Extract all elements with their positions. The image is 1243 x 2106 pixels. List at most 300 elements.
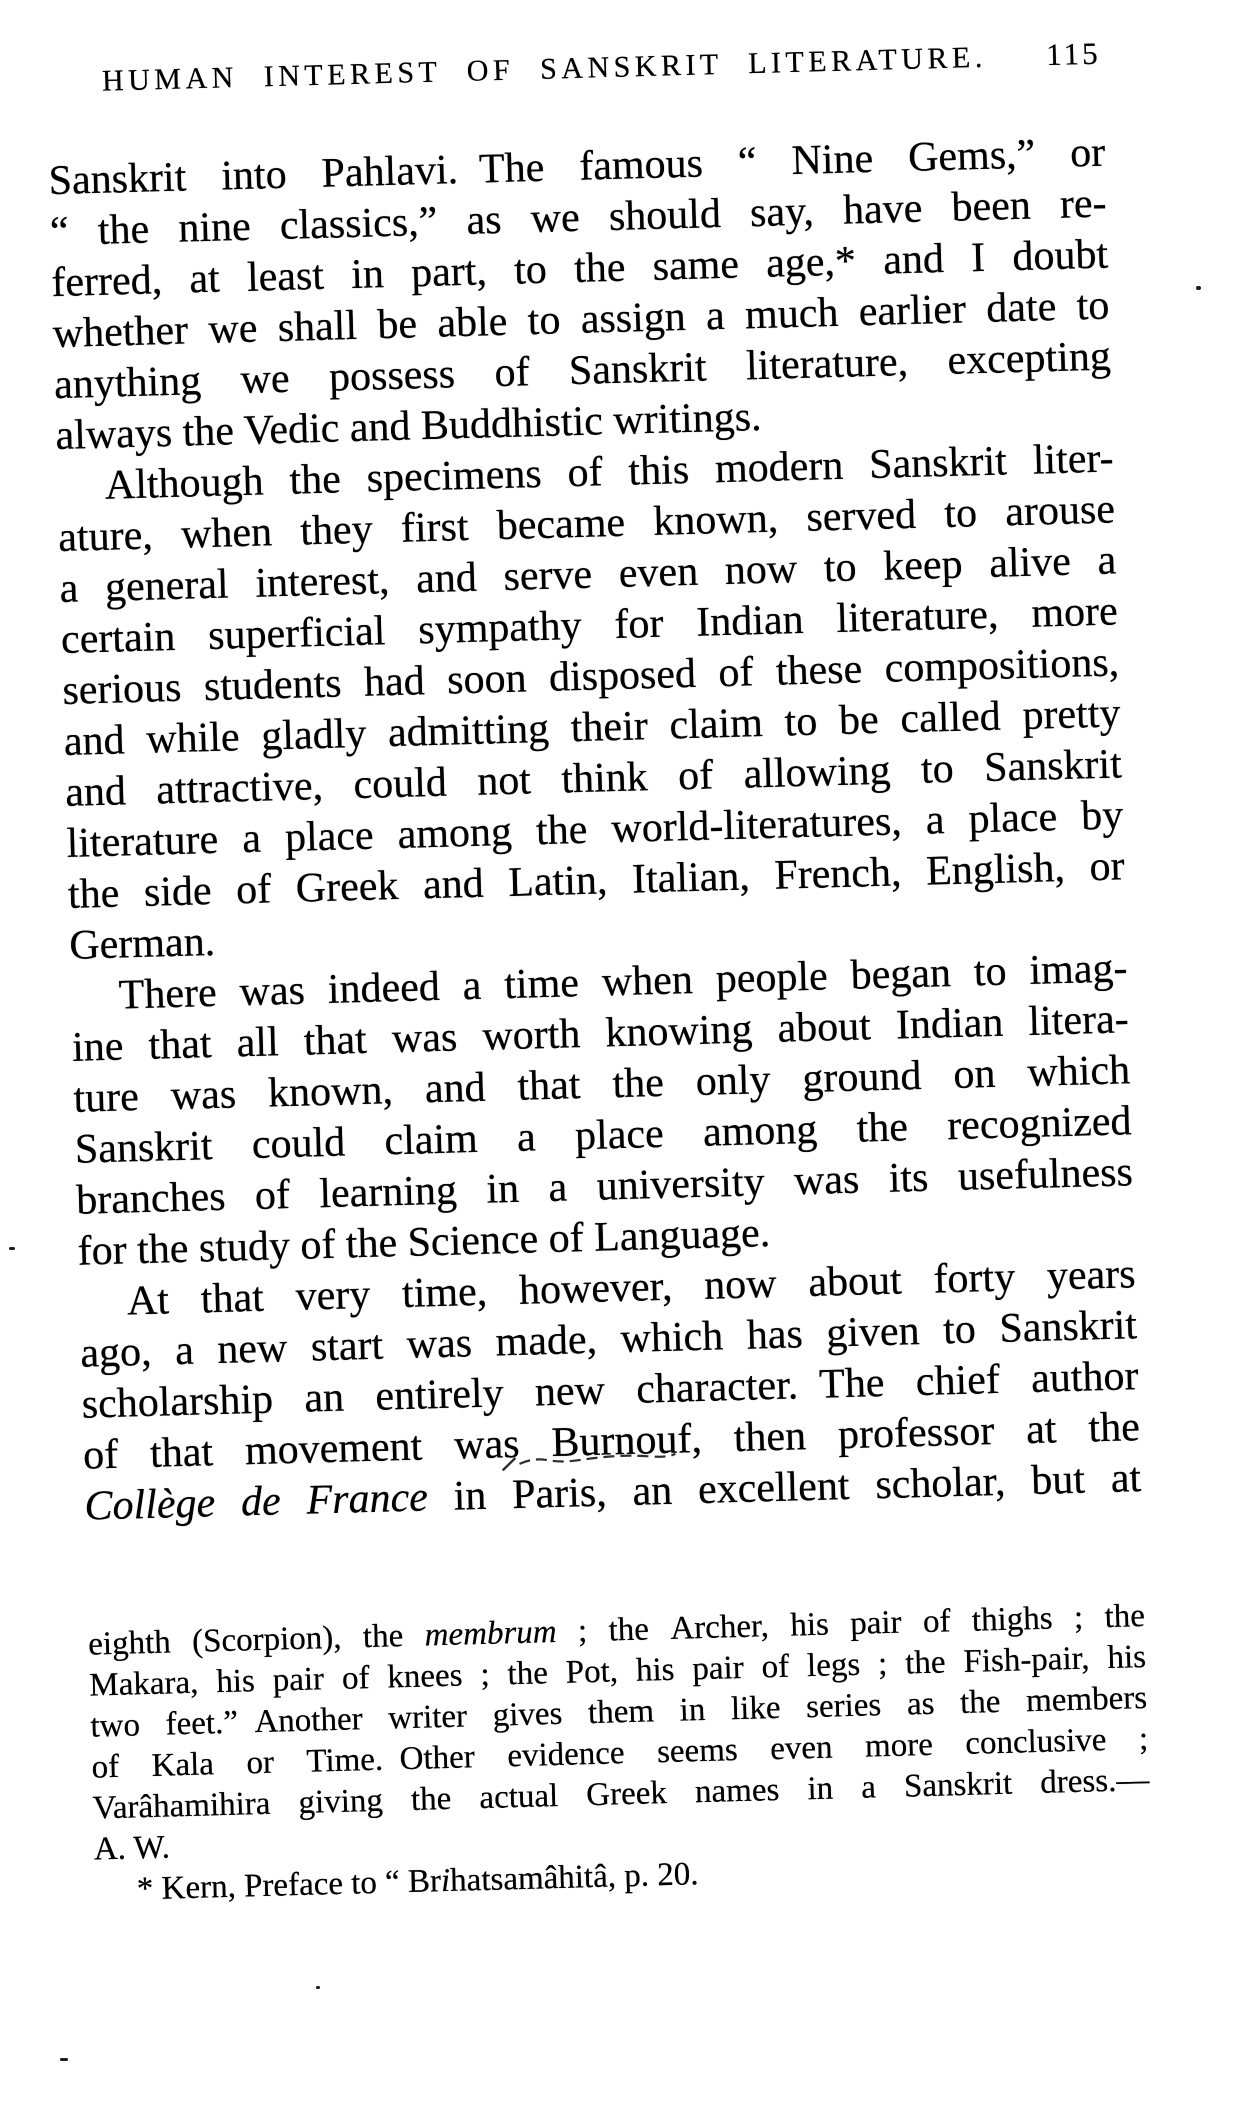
word: date bbox=[985, 283, 1057, 332]
word: to bbox=[920, 745, 955, 793]
word: that bbox=[303, 1016, 368, 1065]
page-number: 115 bbox=[1045, 35, 1102, 73]
word: a bbox=[1096, 537, 1117, 584]
word: when bbox=[601, 957, 694, 1006]
scan-speck bbox=[1196, 286, 1201, 290]
word: given bbox=[825, 1308, 921, 1357]
word: his bbox=[635, 1651, 675, 1689]
word: was bbox=[406, 1320, 473, 1368]
word: There bbox=[118, 969, 218, 1019]
word: which bbox=[1026, 1047, 1131, 1096]
word: literature, bbox=[745, 338, 909, 390]
word: was bbox=[391, 1014, 458, 1063]
word: soon bbox=[446, 655, 528, 704]
word: Sanskrit bbox=[868, 438, 1008, 489]
word: allowing bbox=[742, 747, 892, 798]
word: of bbox=[254, 1172, 291, 1219]
word: names bbox=[694, 1771, 780, 1811]
word: Varâhamihira bbox=[92, 1785, 271, 1827]
word: claim bbox=[383, 1115, 479, 1165]
word: certain bbox=[60, 613, 176, 663]
word: in bbox=[806, 1770, 834, 1808]
word: much bbox=[744, 289, 839, 339]
word: start bbox=[310, 1322, 384, 1371]
word: Gems,” bbox=[907, 131, 1036, 181]
body-text bbox=[48, 128, 1142, 1533]
word: and bbox=[424, 1064, 487, 1113]
word: should bbox=[608, 190, 722, 241]
word: to bbox=[1075, 282, 1110, 330]
word: very bbox=[294, 1271, 371, 1320]
word: the bbox=[855, 1104, 909, 1152]
word: of bbox=[235, 866, 272, 914]
word: giving bbox=[298, 1782, 384, 1821]
word: at bbox=[1025, 1406, 1058, 1454]
word: Makara, bbox=[88, 1664, 199, 1704]
word: litera- bbox=[1027, 996, 1130, 1045]
word: the bbox=[904, 1644, 947, 1682]
word: ; bbox=[479, 1656, 491, 1694]
word: the bbox=[97, 206, 150, 254]
word: more bbox=[864, 1726, 934, 1765]
word: Sanskrit bbox=[998, 1302, 1138, 1352]
word: to bbox=[527, 297, 561, 345]
word: the bbox=[362, 1618, 404, 1656]
word: superficial bbox=[207, 608, 386, 659]
word: they bbox=[299, 506, 374, 555]
word: Time. Other bbox=[305, 1739, 476, 1780]
word: Paris, bbox=[511, 1468, 607, 1522]
word: of bbox=[922, 1603, 951, 1641]
word: was bbox=[453, 1420, 521, 1469]
word: serve bbox=[502, 551, 593, 600]
word: thighs bbox=[971, 1600, 1054, 1639]
word: of bbox=[341, 1660, 370, 1697]
word: the bbox=[288, 456, 342, 504]
word: even bbox=[769, 1729, 833, 1768]
word: to bbox=[943, 490, 978, 538]
word: Pahlavi. The bbox=[320, 144, 545, 197]
word: eighth bbox=[87, 1624, 172, 1663]
word: feet.” Another bbox=[165, 1701, 364, 1743]
word: the bbox=[67, 870, 120, 918]
word: ; bbox=[577, 1613, 588, 1650]
word: this bbox=[627, 446, 690, 495]
word: ferred, bbox=[50, 257, 163, 307]
word: we bbox=[530, 194, 581, 243]
word: part, bbox=[410, 248, 488, 297]
word: an bbox=[303, 1374, 345, 1422]
word: on bbox=[952, 1050, 997, 1098]
word: Kala bbox=[151, 1746, 215, 1784]
word: Latin, bbox=[507, 857, 608, 906]
word: indeed bbox=[327, 963, 441, 1013]
word: gladly bbox=[260, 710, 367, 760]
word: place bbox=[967, 794, 1058, 843]
word: least bbox=[246, 252, 325, 301]
word: only bbox=[695, 1056, 772, 1105]
word: keep bbox=[882, 541, 964, 590]
word: chief bbox=[915, 1356, 1001, 1406]
word: nine bbox=[177, 203, 252, 252]
word: ago, bbox=[79, 1328, 153, 1377]
text-segment: German. bbox=[68, 918, 216, 969]
word: that bbox=[149, 1429, 214, 1477]
word: writer bbox=[387, 1698, 468, 1737]
word: earlier bbox=[858, 286, 967, 336]
word: members bbox=[1025, 1680, 1148, 1720]
word: French, bbox=[773, 849, 903, 899]
word: of bbox=[677, 752, 714, 800]
word: doubt bbox=[1011, 231, 1109, 281]
word: anything bbox=[53, 358, 202, 409]
word: the bbox=[959, 1683, 1001, 1722]
word: then bbox=[733, 1413, 807, 1462]
word: imag- bbox=[1028, 945, 1128, 994]
word: an bbox=[631, 1467, 673, 1515]
word: author bbox=[1030, 1353, 1139, 1403]
word: Italian, bbox=[631, 853, 751, 903]
word: Sanskrit bbox=[568, 344, 708, 395]
word: Fish-pair, bbox=[962, 1640, 1090, 1680]
word: a bbox=[174, 1327, 195, 1375]
word: branches bbox=[75, 1173, 227, 1224]
word: that bbox=[200, 1274, 265, 1323]
word: think bbox=[560, 754, 649, 803]
word: professor bbox=[837, 1408, 995, 1459]
word: time, bbox=[401, 1268, 488, 1317]
word: entirely bbox=[374, 1370, 505, 1420]
word: recognized bbox=[946, 1098, 1133, 1150]
text-segment: for the study of the Science of Language. bbox=[77, 1210, 771, 1275]
word: of bbox=[82, 1431, 119, 1479]
word: a bbox=[241, 815, 262, 863]
word: able bbox=[436, 298, 508, 347]
word: Sanskrit bbox=[983, 741, 1123, 792]
word: ature, bbox=[57, 512, 154, 562]
word: into bbox=[220, 151, 288, 200]
word: compositions, bbox=[884, 639, 1120, 692]
word: have bbox=[842, 185, 923, 234]
word: Nine bbox=[790, 135, 874, 185]
word: a bbox=[516, 1114, 537, 1161]
word: been bbox=[950, 182, 1032, 231]
word: France bbox=[305, 1474, 429, 1524]
scan-speck bbox=[316, 1986, 320, 1989]
word: pair bbox=[849, 1604, 903, 1642]
word: its bbox=[888, 1154, 930, 1202]
word: conclusive bbox=[964, 1722, 1107, 1762]
word: admitting bbox=[387, 705, 550, 757]
word: Pot, bbox=[565, 1653, 619, 1691]
word: (Scorpion), bbox=[191, 1619, 342, 1660]
word: learning bbox=[318, 1167, 458, 1218]
word: sympathy bbox=[417, 602, 583, 654]
word: in bbox=[350, 251, 385, 298]
word: made, bbox=[494, 1316, 598, 1366]
word: membrum bbox=[424, 1613, 558, 1654]
word: like bbox=[730, 1689, 781, 1728]
word: was bbox=[170, 1071, 237, 1120]
word: a bbox=[925, 797, 946, 844]
word: say, bbox=[749, 188, 815, 237]
word: them bbox=[587, 1693, 655, 1732]
word: had bbox=[363, 658, 426, 706]
word: that bbox=[147, 1021, 213, 1069]
word: among bbox=[702, 1106, 818, 1156]
word: specimens bbox=[366, 450, 543, 502]
word: university bbox=[595, 1159, 766, 1210]
word: or bbox=[1088, 843, 1126, 891]
word: de bbox=[240, 1478, 282, 1526]
word: has bbox=[746, 1311, 804, 1359]
word: that bbox=[516, 1062, 582, 1110]
text-segment: A. W. bbox=[93, 1829, 171, 1868]
word: series bbox=[805, 1687, 882, 1726]
word: now bbox=[703, 1260, 778, 1309]
word: English, bbox=[925, 844, 1066, 895]
word: ; bbox=[1138, 1720, 1149, 1758]
word: alive bbox=[988, 538, 1072, 587]
word: re- bbox=[1059, 180, 1108, 228]
word: pair bbox=[691, 1649, 745, 1688]
word: dress.— bbox=[1039, 1761, 1150, 1801]
word: gives bbox=[492, 1695, 563, 1734]
word: movement bbox=[244, 1423, 423, 1475]
word: scholarship bbox=[81, 1376, 274, 1428]
word: his bbox=[789, 1606, 830, 1644]
word: students bbox=[203, 660, 343, 711]
word: be bbox=[376, 301, 418, 349]
word: as bbox=[465, 196, 503, 244]
word: Archer, bbox=[669, 1608, 770, 1647]
text-segment: * Kern, Preface to “ Br bbox=[136, 1863, 442, 1908]
word: called bbox=[899, 693, 1002, 743]
word: or bbox=[1069, 129, 1106, 177]
word: even bbox=[618, 548, 699, 597]
scan-speck bbox=[60, 2058, 68, 2061]
word: people bbox=[715, 953, 829, 1003]
word: usefulness bbox=[957, 1149, 1134, 1200]
word: a bbox=[547, 1164, 568, 1211]
word: of bbox=[91, 1748, 120, 1786]
word: could bbox=[251, 1119, 346, 1169]
word: the bbox=[608, 1611, 650, 1649]
word: ; bbox=[1073, 1599, 1084, 1636]
word: general bbox=[104, 561, 230, 611]
word: about bbox=[807, 1257, 903, 1306]
word: known, bbox=[652, 495, 779, 545]
word: his bbox=[1106, 1639, 1147, 1677]
word: Indian bbox=[695, 596, 805, 646]
word: Greek bbox=[295, 862, 399, 912]
word: place bbox=[284, 812, 375, 861]
word: at bbox=[188, 255, 221, 303]
word: his bbox=[215, 1663, 256, 1701]
word: to bbox=[823, 544, 858, 592]
word: At bbox=[126, 1277, 170, 1325]
word: knees bbox=[386, 1657, 463, 1696]
word: to bbox=[973, 948, 1008, 996]
word: which bbox=[619, 1313, 724, 1363]
word: I bbox=[970, 234, 986, 282]
word: literature, bbox=[835, 591, 1000, 642]
word: actual bbox=[478, 1777, 559, 1817]
word: shall bbox=[277, 302, 358, 352]
word: side bbox=[143, 868, 213, 916]
word: the bbox=[410, 1780, 452, 1818]
word: these bbox=[775, 646, 863, 695]
word: a bbox=[860, 1769, 877, 1806]
word: while bbox=[145, 714, 241, 763]
word: to bbox=[942, 1306, 977, 1354]
word: Sanskrit bbox=[74, 1123, 214, 1173]
word: excellent bbox=[697, 1462, 851, 1514]
word: of bbox=[717, 649, 755, 697]
word: more bbox=[1030, 588, 1119, 637]
word: when bbox=[180, 509, 273, 558]
word: “ bbox=[737, 139, 758, 186]
word: of bbox=[493, 349, 531, 397]
word: ; bbox=[877, 1646, 888, 1683]
word: time bbox=[503, 960, 580, 1009]
word: by bbox=[1080, 792, 1124, 840]
word: disposed bbox=[548, 650, 697, 701]
word: of bbox=[566, 449, 604, 497]
word: worth bbox=[481, 1011, 581, 1060]
word: however, bbox=[518, 1263, 673, 1314]
word: Sanskrit bbox=[903, 1765, 1013, 1805]
word: literature bbox=[65, 816, 219, 867]
running-header-title: HUMAN INTEREST OF SANSKRIT LITERATURE. bbox=[101, 40, 988, 98]
word: all bbox=[236, 1019, 280, 1067]
word: the bbox=[1104, 1598, 1146, 1636]
word: the bbox=[507, 1655, 549, 1693]
word: new bbox=[216, 1325, 288, 1374]
word: excepting bbox=[946, 333, 1112, 384]
word: famous bbox=[578, 140, 704, 190]
footnote-block bbox=[88, 1596, 1152, 1911]
word: the bbox=[573, 244, 627, 292]
word: known, bbox=[267, 1067, 394, 1117]
page-content bbox=[44, 0, 1158, 2105]
word: years bbox=[1046, 1251, 1137, 1300]
word: served bbox=[805, 491, 917, 541]
word: the bbox=[535, 806, 588, 855]
word: ine bbox=[71, 1023, 125, 1071]
word: in bbox=[452, 1472, 487, 1520]
word: claim bbox=[668, 700, 764, 749]
word: but bbox=[1030, 1456, 1086, 1505]
word: the bbox=[1087, 1404, 1141, 1452]
word: pair bbox=[272, 1661, 325, 1699]
word: we bbox=[239, 355, 291, 404]
text-segment: hatsamâhitâ, p. 20. bbox=[449, 1856, 699, 1899]
word: and bbox=[882, 235, 945, 284]
word: pretty bbox=[1021, 690, 1122, 739]
word: and bbox=[64, 768, 127, 816]
word: evidence bbox=[506, 1735, 626, 1775]
word: Greek bbox=[585, 1775, 668, 1814]
word: new bbox=[534, 1367, 606, 1416]
word: the bbox=[611, 1059, 665, 1108]
word: as bbox=[906, 1685, 935, 1723]
word: Although bbox=[104, 458, 265, 509]
word: seems bbox=[656, 1732, 739, 1771]
word: place bbox=[574, 1110, 665, 1160]
word: at bbox=[1110, 1455, 1142, 1502]
word: attractive, bbox=[155, 762, 324, 814]
word: classics,” bbox=[279, 198, 438, 249]
word: liter- bbox=[1032, 435, 1115, 484]
word: knowing bbox=[604, 1006, 754, 1057]
word: serious bbox=[61, 664, 183, 714]
word: possess bbox=[328, 351, 456, 401]
word: Collège bbox=[83, 1480, 216, 1530]
word: world-literatures, bbox=[610, 798, 903, 853]
scan-speck bbox=[9, 1247, 15, 1250]
word: to bbox=[783, 698, 818, 746]
word: forty bbox=[932, 1254, 1016, 1303]
word: Burnouf, bbox=[550, 1415, 703, 1467]
word: age,* bbox=[765, 238, 857, 287]
word: in bbox=[679, 1691, 706, 1729]
running-header bbox=[46, 36, 1104, 101]
word: began bbox=[849, 950, 952, 999]
word: was bbox=[238, 967, 306, 1016]
word: and bbox=[415, 554, 478, 603]
word: could bbox=[352, 759, 448, 809]
word: among bbox=[397, 808, 513, 858]
word: character. The bbox=[635, 1359, 886, 1413]
word: two bbox=[89, 1707, 141, 1745]
word: same bbox=[652, 241, 740, 290]
word: Indian bbox=[895, 999, 1004, 1049]
word: was bbox=[793, 1156, 860, 1205]
word: arouse bbox=[1004, 486, 1116, 536]
word: interest, bbox=[254, 557, 391, 607]
word: Sanskrit bbox=[48, 154, 187, 205]
word: modern bbox=[714, 442, 844, 493]
word: to bbox=[513, 246, 548, 294]
word: legs bbox=[806, 1646, 861, 1685]
text-segment: always the Vedic and Buddhistic writings. bbox=[54, 393, 763, 460]
word: became bbox=[496, 499, 626, 550]
word: their bbox=[570, 703, 649, 752]
word: we bbox=[207, 305, 258, 353]
word: “ bbox=[49, 208, 70, 256]
word: not bbox=[476, 757, 532, 805]
word: in bbox=[485, 1165, 520, 1213]
word: a bbox=[59, 565, 79, 612]
word: about bbox=[776, 1003, 872, 1052]
word: of bbox=[761, 1648, 790, 1686]
word: first bbox=[400, 503, 470, 552]
word: ground bbox=[801, 1052, 923, 1103]
word: now bbox=[724, 546, 798, 594]
word: and bbox=[422, 860, 485, 909]
word: whether bbox=[52, 307, 189, 358]
text-segment: i bbox=[440, 1862, 451, 1900]
word: a bbox=[705, 292, 726, 340]
word: scholar, bbox=[874, 1458, 1007, 1509]
word: ture bbox=[72, 1074, 140, 1122]
word: assign bbox=[580, 293, 687, 343]
word: be bbox=[838, 696, 880, 744]
word: or bbox=[245, 1744, 275, 1782]
word: for bbox=[613, 600, 665, 649]
word: and bbox=[63, 717, 126, 765]
